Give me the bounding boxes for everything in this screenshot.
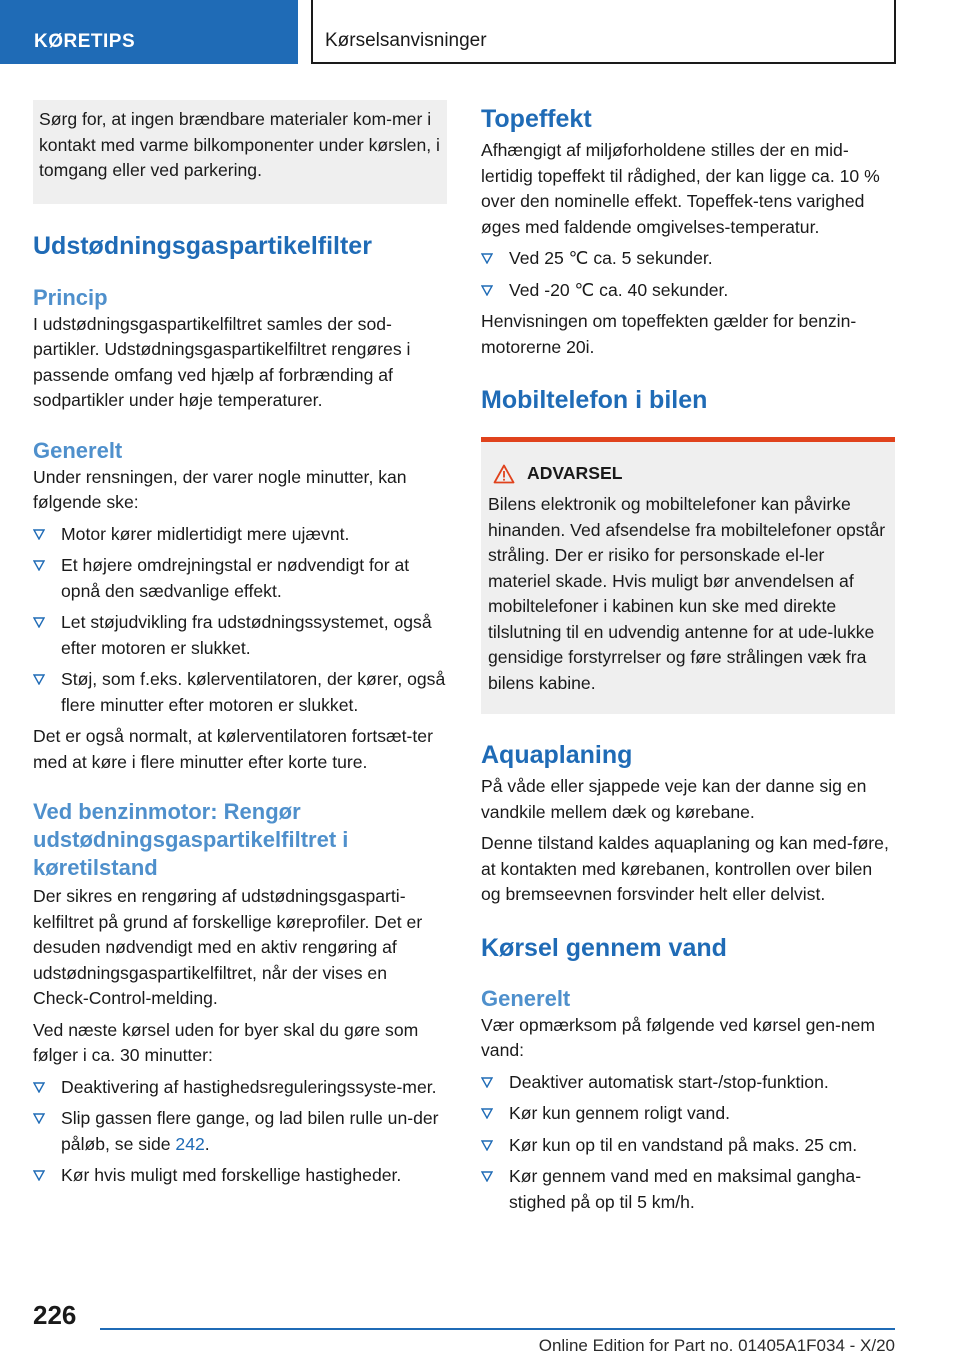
chapter-tab: KØRETIPS bbox=[0, 0, 298, 64]
paragraph-princip: I udstødningsgaspartikelfiltret samles der sod-partikler. Udstødningsgaspartikelfiltret rengøres i passende omfang ved hjælp af forbrænding af sodpartikler under høje temperaturer. bbox=[33, 313, 411, 410]
warning-text: Bilens elektronik og mobiltelefoner kan påvirke hinanden. Ved afsendelse fra mobiltelefoner opstår stråling. Der er risiko for personskade el-ler materiel skade. Hvis muligt bør anvendelsen af mobiltelefoner i kabinen kun ske med direkte tilslutning til en udvendig antenne for at ude-lukke gensidige forstyrrelser og føre strålingen væk fra bilens kabine. bbox=[488, 494, 886, 693]
list-item: Deaktivering af hastighedsreguleringssyste-mer. bbox=[33, 1075, 447, 1101]
warning-title: ADVARSEL bbox=[527, 463, 623, 483]
footer bbox=[100, 1328, 895, 1355]
bullet-list-benzin bbox=[33, 1075, 447, 1189]
heading-korsel-gennem-vand: Kørsel gennem vand bbox=[481, 933, 727, 962]
heading-topeffekt: Topeffekt bbox=[481, 105, 592, 133]
note-text: Sørg for, at ingen brændbare materialer kom-mer i kontakt med varme bilkomponenter under kørslen, i tomgang eller ved parkering. bbox=[39, 109, 440, 180]
triangle-bullet-icon bbox=[33, 1170, 45, 1181]
page-reference-link[interactable]: 242 bbox=[175, 1133, 205, 1154]
heading-aquaplaning: Aquaplaning bbox=[481, 741, 633, 769]
triangle-bullet-icon bbox=[481, 1108, 493, 1119]
list-item: Ved -20 ℃ ca. 40 sekunder. bbox=[481, 278, 895, 304]
edition-text: Online Edition for Part no. 01405A1F034 - X/20 bbox=[538, 1336, 895, 1355]
triangle-bullet-icon bbox=[33, 1113, 45, 1124]
list-item: Ved 25 ℃ ca. 5 sekunder. bbox=[481, 246, 895, 272]
bullet-list-generelt bbox=[33, 522, 447, 719]
bullet-list-topeffekt bbox=[481, 246, 895, 303]
triangle-bullet-icon bbox=[33, 617, 45, 628]
paragraph-henvisning: Henvisningen om topeffekten gælder for benzin-motorerne 20i. bbox=[481, 311, 857, 357]
list-item: Støj, som f.eks. kølerventilatoren, der kører, også flere minutter efter motoren er slukket. bbox=[33, 667, 447, 718]
heading-benzinmotor: Ved benzinmotor: Rengør udstødningsgaspartikelfiltret i køretilstand bbox=[33, 799, 349, 880]
left-column bbox=[33, 100, 447, 1189]
triangle-bullet-icon bbox=[481, 1140, 493, 1151]
note-box bbox=[33, 100, 447, 204]
list-item: Let støjudvikling fra udstødningssystemet, også efter motoren er slukket. bbox=[33, 610, 447, 661]
heading-princip: Princip bbox=[33, 284, 108, 310]
paragraph-benzin-2: Ved næste kørsel uden for byer skal du gøre som følger i ca. 30 minutter: bbox=[33, 1019, 419, 1065]
list-item: Kør hvis muligt med forskellige hastigheder. bbox=[33, 1163, 447, 1189]
paragraph-generelt: Under rensningen, der varer nogle minutter, kan følgende ske: bbox=[33, 466, 407, 512]
warning-triangle-icon bbox=[493, 464, 515, 484]
paragraph-normalt: Det er også normalt, at kølerventilatoren fortsæt-ter med at køre i flere minutter efter korte ture. bbox=[33, 726, 433, 772]
paragraph-aquaplaning-2: Denne tilstand kaldes aquaplaning og kan med-føre, at kontakten med kørebanen, kontrollen over bilen og bremseevnen forsvinder helt eller delvist. bbox=[481, 833, 889, 904]
heading-generelt: Generelt bbox=[33, 437, 123, 463]
list-item: Et højere omdrejningstal er nødvendigt for at opnå den sædvanlige effekt. bbox=[33, 553, 447, 604]
section-title: Kørselsanvisninger bbox=[311, 0, 896, 64]
paragraph-topeffekt: Afhængigt af miljøforholdene stilles der en mid-lertidig topeffekt til rådighed, der kan ligge ca. 10 % over den nominelle effekt. Topeffek-tens varighed øges med faldende omgivelses-temperatur. bbox=[481, 140, 880, 237]
paragraph-benzin-1: Der sikres en rengøring af udstødningsgasparti-kelfiltret på grund af forskellige køreprofiler. Det er desuden nødvendigt med en aktiv rengøring af udstødningsgaspartikelfiltret, når der vises en Check-Control-melding. bbox=[33, 886, 423, 1008]
triangle-bullet-icon bbox=[33, 560, 45, 571]
page-header bbox=[0, 0, 960, 66]
list-item: Kør kun op til en vandstand på maks. 25 cm. bbox=[481, 1133, 895, 1159]
paragraph-vand: Vær opmærksom på følgende ved kørsel gen-nem vand: bbox=[481, 1014, 876, 1060]
triangle-bullet-icon bbox=[481, 1171, 493, 1182]
triangle-bullet-icon bbox=[33, 529, 45, 540]
list-item: Slip gassen flere gange, og lad bilen rulle un-der påløb, se side 242. bbox=[33, 1106, 447, 1157]
triangle-bullet-icon bbox=[33, 674, 45, 685]
warning-box bbox=[481, 437, 895, 714]
heading-generelt-vand: Generelt bbox=[481, 985, 571, 1011]
right-column bbox=[481, 100, 895, 1215]
triangle-bullet-icon bbox=[33, 1082, 45, 1093]
heading-udstodningsgaspartikelfilter: Udstødningsgaspartikelfilter bbox=[33, 231, 372, 260]
page-number: 226 bbox=[33, 1300, 77, 1330]
triangle-bullet-icon bbox=[481, 1077, 493, 1088]
triangle-bullet-icon bbox=[481, 253, 493, 264]
list-item: Kør gennem vand med en maksimal gangha-stighed på op til 5 km/h. bbox=[481, 1164, 895, 1215]
bullet-list-vand bbox=[481, 1070, 895, 1216]
paragraph-aquaplaning-1: På våde eller sjappede veje kan der danne sig en vandkile mellem dæk og kørebane. bbox=[481, 776, 867, 822]
list-item: Motor kører midlertidigt mere ujævnt. bbox=[33, 522, 447, 548]
list-item: Deaktiver automatisk start-/stop-funktion. bbox=[481, 1070, 895, 1096]
list-item: Kør kun gennem roligt vand. bbox=[481, 1101, 895, 1127]
warning-header bbox=[493, 463, 888, 484]
triangle-bullet-icon bbox=[481, 285, 493, 296]
heading-mobiltelefon: Mobiltelefon i bilen bbox=[481, 386, 708, 414]
